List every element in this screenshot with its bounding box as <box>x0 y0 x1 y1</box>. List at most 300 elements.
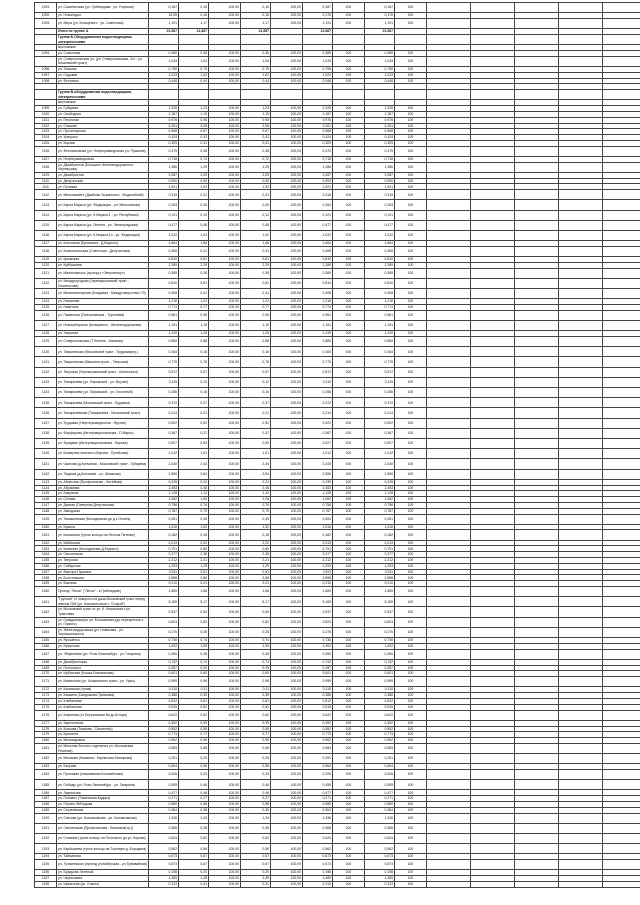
length-value: 1,489 <box>149 876 179 882</box>
length-value: 0,810 <box>303 257 333 263</box>
percent-value: 100 <box>333 200 365 210</box>
area-value: 0,12 <box>241 210 271 220</box>
length-value: 0,389 <box>303 268 333 278</box>
length-value: 1,012 <box>149 449 179 459</box>
empty-cell <box>515 398 559 408</box>
area-value: 1,02 <box>241 72 271 78</box>
area-value: 1,34 <box>179 813 209 823</box>
empty-cell <box>603 813 640 823</box>
length-value: 0,515 <box>303 704 333 710</box>
empty-cell <box>427 514 471 524</box>
empty-cell <box>471 743 515 753</box>
percent-value: 100,00 <box>271 299 303 305</box>
percent-value: 100,00 <box>209 665 241 671</box>
percent-value: 100 <box>333 581 365 587</box>
road-name: ул. Ковалева (от Березовская 8а до Шторы) <box>57 710 149 720</box>
length-value: 0,158 <box>303 388 333 398</box>
empty-cell <box>559 34 603 44</box>
percent-value: 100,00 <box>209 418 241 428</box>
length-value: 0,182 <box>303 530 333 540</box>
length-value: 0,673 <box>149 854 179 860</box>
table-row <box>35 18 640 28</box>
area-value: 0,52 <box>179 704 209 710</box>
percent-value: 100 <box>395 665 427 671</box>
percent-value: 100,00 <box>209 649 241 659</box>
percent-value: 100 <box>395 738 427 744</box>
length-value: 0,455 <box>303 780 333 790</box>
length-value: 0,424 <box>365 135 395 141</box>
percent-value: 100,00 <box>271 428 303 438</box>
area-value: 0,88 <box>179 337 209 347</box>
row-number: 1185 <box>35 780 57 790</box>
percent-value: 100,00 <box>209 246 241 256</box>
empty-cell <box>515 844 559 854</box>
row-number: 1119 <box>35 257 57 263</box>
length-value: 0,271 <box>365 796 395 802</box>
empty-cell <box>427 310 471 320</box>
area-value: 1,49 <box>241 876 271 882</box>
row-number: 1190 <box>35 813 57 823</box>
row-number: 1104 <box>35 135 57 141</box>
empty-cell <box>603 743 640 753</box>
percent-value: 100,00 <box>209 479 241 485</box>
percent-value: 100,00 <box>209 581 241 587</box>
area-value: 1,29 <box>179 563 209 569</box>
length-value: 2,440 <box>149 459 179 469</box>
length-value: 0,408 <box>365 246 395 256</box>
row-number: 1127 <box>35 321 57 331</box>
empty-cell <box>559 18 603 28</box>
empty-cell <box>515 459 559 469</box>
percent-value: 100 <box>395 299 427 305</box>
length-value: 0,477 <box>303 220 333 230</box>
row-number: 1173 <box>35 693 57 699</box>
length-value: 0,364 <box>149 807 179 813</box>
empty-cell <box>427 162 471 172</box>
area-value: 0,55 <box>179 726 209 732</box>
percent-value: 100 <box>333 552 365 558</box>
length-value: 0,367 <box>365 428 395 438</box>
length-value: 0,959 <box>149 677 179 687</box>
length-value: 0,451 <box>365 514 395 524</box>
area-value: 0,57 <box>241 367 271 377</box>
area-value: 0,39 <box>179 693 209 699</box>
empty-cell <box>603 231 640 241</box>
empty-cell <box>427 367 471 377</box>
percent-value: 100 <box>395 710 427 720</box>
percent-value: 100,00 <box>209 552 241 558</box>
area-value: 0,16 <box>179 13 209 19</box>
empty-cell <box>559 607 603 617</box>
length-value: 0,121 <box>365 210 395 220</box>
length-value: 0,271 <box>303 796 333 802</box>
area-value: 0,46 <box>241 780 271 790</box>
row-number: 1130 <box>35 347 57 357</box>
percent-value: 100 <box>333 807 365 813</box>
empty-cell <box>427 418 471 428</box>
percent-value: 100 <box>333 50 365 56</box>
percent-value: 100 <box>395 331 427 337</box>
empty-cell <box>515 190 559 200</box>
row-number: 1141 <box>35 459 57 469</box>
percent-value: 100,00 <box>271 438 303 448</box>
percent-value: 100 <box>333 3 365 13</box>
empty-cell <box>427 710 471 720</box>
length-value: 0,564 <box>365 764 395 770</box>
percent-value: 100 <box>333 813 365 823</box>
area-value: 0,58 <box>241 802 271 808</box>
length-value: 2,453 <box>149 485 179 491</box>
length-value: 0,787 <box>365 508 395 514</box>
road-name: ул. Мешкова (Кашкина - Кирпичная Баткирова) <box>57 754 149 764</box>
percent-value: 100,00 <box>271 844 303 854</box>
percent-value: 100 <box>395 508 427 514</box>
empty-cell <box>603 34 640 44</box>
empty-cell <box>471 438 515 448</box>
row-number: 1138 <box>35 428 57 438</box>
empty-cell <box>515 3 559 13</box>
length-value: 2,850 <box>303 469 333 479</box>
area-value: 0,96 <box>179 310 209 320</box>
area-value: 0,45 <box>241 514 271 524</box>
percent-value: 100,00 <box>271 790 303 796</box>
percent-value: 100 <box>333 617 365 627</box>
table-row <box>35 310 640 320</box>
empty-cell <box>603 823 640 833</box>
empty-cell <box>559 190 603 200</box>
percent-value: 100 <box>395 367 427 377</box>
road-name: ул. Московский тракт от ул. К. Ильинская к ул. Трактовая <box>57 607 149 617</box>
length-value: 0,511 <box>149 569 179 575</box>
percent-value: 100 <box>395 438 427 448</box>
empty-cell <box>515 210 559 220</box>
percent-value: 100 <box>333 738 365 744</box>
percent-value: 100,00 <box>209 796 241 802</box>
length-value: 0,389 <box>365 268 395 278</box>
row-number: 1113 <box>35 200 57 210</box>
length-value: 0,408 <box>365 289 395 299</box>
length-value: 0,408 <box>149 246 179 256</box>
empty-cell <box>603 398 640 408</box>
percent-value: 100,00 <box>271 408 303 418</box>
length-value: 2,377 <box>365 552 395 558</box>
area-value: 0,41 <box>241 289 271 299</box>
length-value: 0,756 <box>303 502 333 508</box>
road-name: ул. Чернышева <box>57 876 149 882</box>
row-number: 1099 <box>35 106 57 112</box>
percent-value: 100 <box>395 3 427 13</box>
percent-value: 100,00 <box>209 56 241 66</box>
length-value: 5,169 <box>149 597 179 607</box>
table-row <box>35 200 640 210</box>
road-name: ул. Каменская (ул. Кошкинского тракт - ул. Урал) <box>57 677 149 687</box>
percent-value: 100,00 <box>271 3 303 13</box>
percent-value: 100 <box>333 398 365 408</box>
length-value: 0,787 <box>303 508 333 514</box>
length-value: 1,022 <box>149 231 179 241</box>
area-value: 0,56 <box>241 844 271 854</box>
area-value: 0,52 <box>241 704 271 710</box>
row-number: 1167 <box>35 649 57 659</box>
area-value: 1,02 <box>179 72 209 78</box>
percent-value: 100,00 <box>209 698 241 704</box>
row-number: 1183 <box>35 764 57 770</box>
percent-value: 100 <box>333 479 365 485</box>
length-value: 1,489 <box>365 876 395 882</box>
area-value: 1,22 <box>241 299 271 305</box>
length-value: 0,962 <box>149 738 179 744</box>
area-value: 1,66 <box>241 587 271 597</box>
percent-value: 100 <box>333 337 365 347</box>
area-value: 0,37 <box>241 398 271 408</box>
percent-value: 100 <box>333 78 365 84</box>
percent-value: 100,00 <box>209 627 241 637</box>
length-value: 1,286 <box>303 162 333 172</box>
percent-value: 100,00 <box>271 796 303 802</box>
empty-cell <box>603 627 640 637</box>
area-value: 0,12 <box>179 210 209 220</box>
empty-cell <box>427 627 471 637</box>
empty-cell <box>515 649 559 659</box>
table-row <box>35 823 640 833</box>
empty-cell <box>559 449 603 459</box>
area-value: 0,27 <box>241 796 271 802</box>
percent-value: 100 <box>395 485 427 491</box>
row-number: 1188 <box>35 802 57 808</box>
area-value: 1,92 <box>179 184 209 190</box>
length-value: 0,552 <box>303 726 333 732</box>
percent-value: 100,00 <box>271 627 303 637</box>
empty-cell <box>603 649 640 659</box>
empty-cell <box>471 18 515 28</box>
length-value: 0,773 <box>303 732 333 738</box>
percent-value: 100,00 <box>271 140 303 146</box>
road-name: ул. Ставропольская ул. (ул. Ставропольская, 1ст - ул. Московский тракт) <box>57 56 149 66</box>
length-value: 2,858 <box>149 575 179 581</box>
empty-cell <box>515 246 559 256</box>
area-value: 0,21 <box>241 581 271 587</box>
empty-cell <box>427 231 471 241</box>
length-value: 0,408 <box>149 289 179 299</box>
length-value: 0,251 <box>365 754 395 764</box>
area-value: 2,29 <box>241 262 271 268</box>
length-value: 15,59 <box>149 13 179 19</box>
row-number: 1151 <box>35 530 57 540</box>
percent-value: 100 <box>333 497 365 503</box>
road-name: ул. Бредуова Зеленый <box>57 870 149 876</box>
empty-cell <box>427 607 471 617</box>
length-value: 0,176 <box>365 13 395 19</box>
length-value: 2,850 <box>365 469 395 479</box>
percent-value: 100 <box>395 813 427 823</box>
percent-value: 100 <box>333 172 365 178</box>
percent-value: 100,00 <box>209 575 241 581</box>
road-name: ул. Тимашевская (Молодежная до д.з Огонёк) <box>57 514 149 524</box>
percent-value: 100 <box>395 210 427 220</box>
area-value: 0,90 <box>241 178 271 184</box>
length-value: 0,239 <box>365 479 395 485</box>
length-value: 0,601 <box>365 671 395 677</box>
percent-value: 100 <box>333 546 365 552</box>
percent-value: 100,00 <box>209 135 241 141</box>
length-value: 0,326 <box>149 770 179 780</box>
row-number <box>35 34 57 44</box>
percent-value: 100 <box>395 704 427 710</box>
percent-value: 100,00 <box>271 377 303 387</box>
empty-cell <box>559 289 603 299</box>
length-value: 21,667 <box>149 29 179 35</box>
area-value: 2,44 <box>241 459 271 469</box>
percent-value: 100 <box>395 184 427 190</box>
percent-value: 100,00 <box>271 162 303 172</box>
empty-cell <box>427 754 471 764</box>
length-value: 0,668 <box>149 129 179 135</box>
percent-value: 100 <box>395 262 427 268</box>
empty-cell <box>427 210 471 220</box>
percent-value: 100,00 <box>271 485 303 491</box>
percent-value: 100 <box>395 698 427 704</box>
area-value: 0,20 <box>179 870 209 876</box>
percent-value: 100 <box>333 140 365 146</box>
length-value: 0,119 <box>303 377 333 387</box>
area-value: 1,29 <box>241 563 271 569</box>
area-value: 0,98 <box>179 117 209 123</box>
percent-value: 100,00 <box>271 72 303 78</box>
road-name: ул. Карбышева (тупое кольцо на Торговую д. Бородина) <box>57 844 149 854</box>
area-value: 0,31 <box>241 140 271 146</box>
empty-cell <box>559 347 603 357</box>
row-number: 1161 <box>35 597 57 607</box>
area-value: 0,16 <box>241 13 271 19</box>
length-value: 2,453 <box>303 485 333 491</box>
length-value: 1,226 <box>149 106 179 112</box>
percent-value: 100 <box>395 860 427 870</box>
road-name: ул. Полотского <box>57 665 149 671</box>
area-value: 0,39 <box>179 720 209 726</box>
empty-cell <box>471 388 515 398</box>
percent-value: 100,00 <box>209 459 241 469</box>
percent-value: 100 <box>333 823 365 833</box>
area-value: 0,62 <box>241 710 271 720</box>
percent-value: 100 <box>395 659 427 665</box>
length-value: 1,128 <box>149 491 179 497</box>
percent-value: 100 <box>333 540 365 546</box>
area-value: 0,12 <box>179 377 209 387</box>
length-value: 0,210 <box>365 581 395 587</box>
length-value: 2,013 <box>365 540 395 546</box>
percent-value: 100,00 <box>271 220 303 230</box>
length-value: 0,522 <box>149 418 179 428</box>
empty-cell <box>603 377 640 387</box>
area-value: 0,74 <box>179 637 209 643</box>
percent-value: 100,00 <box>271 738 303 744</box>
percent-value: 100 <box>395 146 427 156</box>
percent-value: 100 <box>333 13 365 19</box>
row-number: 1153 <box>35 546 57 552</box>
area-value: 0,74 <box>241 659 271 665</box>
empty-cell <box>559 459 603 469</box>
length-value: 0,364 <box>365 807 395 813</box>
percent-value: 100 <box>395 135 427 141</box>
percent-value: 100,00 <box>271 357 303 367</box>
road-name: ул. Полевая <box>57 184 149 190</box>
percent-value: 100 <box>333 796 365 802</box>
area-value: 1,23 <box>179 106 209 112</box>
empty-cell <box>603 388 640 398</box>
area-value: 0,38 <box>179 823 209 833</box>
empty-cell <box>427 449 471 459</box>
row-number: 1155 <box>35 558 57 564</box>
length-value: 0,900 <box>149 178 179 184</box>
percent-value: 100,00 <box>271 50 303 56</box>
empty-cell <box>471 597 515 607</box>
length-value: 1,022 <box>365 231 395 241</box>
percent-value: 100 <box>333 627 365 637</box>
table-row <box>35 146 640 156</box>
row-number: 1098 <box>35 78 57 84</box>
area-value: 0,45 <box>179 649 209 659</box>
percent-value: 100,00 <box>209 146 241 156</box>
percent-value: 100 <box>395 807 427 813</box>
length-value: 2,377 <box>303 552 333 558</box>
percent-value: 100,00 <box>271 643 303 649</box>
percent-value <box>333 34 365 44</box>
percent-value: 100 <box>333 231 365 241</box>
row-number: 1120 <box>35 262 57 268</box>
empty-cell <box>559 90 603 100</box>
percent-value: 100,00 <box>209 558 241 564</box>
percent-value <box>333 90 365 100</box>
length-value: 1,012 <box>365 449 395 459</box>
row-number: 1114 <box>35 210 57 220</box>
length-value: 2,061 <box>365 123 395 129</box>
percent-value: 100 <box>395 502 427 508</box>
road-name: ул. Вязовая <box>57 581 149 587</box>
row-number: 1197 <box>35 876 57 882</box>
area-value: 0,54 <box>241 607 271 617</box>
percent-value: 100 <box>333 754 365 764</box>
road-name: ул. Колкова (Тимкова - Сазоненко) <box>57 726 149 732</box>
road-name: ул. Кулагина <box>57 732 149 738</box>
empty-cell <box>559 337 603 347</box>
road-name: ул. Карла Маркса (ул. Федерации - ул. Мельничная) <box>57 200 149 210</box>
table-row <box>35 388 640 398</box>
percent-value: 100,00 <box>271 693 303 699</box>
percent-value: 100 <box>395 200 427 210</box>
row-number: 1177 <box>35 720 57 726</box>
length-value: 0,572 <box>149 367 179 377</box>
percent-value: 100,00 <box>271 575 303 581</box>
length-value: 0,718 <box>149 156 179 162</box>
percent-value: 100,00 <box>271 200 303 210</box>
length-value: 0,775 <box>303 357 333 367</box>
percent-value: 100 <box>395 449 427 459</box>
area-value: 0,44 <box>179 78 209 84</box>
empty-cell <box>603 449 640 459</box>
percent-value: 100,00 <box>271 807 303 813</box>
percent-value: 100,00 <box>271 540 303 546</box>
percent-value: 100 <box>333 802 365 808</box>
area-value: 2,86 <box>241 575 271 581</box>
road-name: ул. Таврская <box>57 331 149 337</box>
empty-cell <box>427 246 471 256</box>
area-value: 0,76 <box>241 502 271 508</box>
empty-cell <box>559 278 603 288</box>
road-name: ул. Героев Лейтодова <box>57 802 149 808</box>
length-value: 0,287 <box>365 665 395 671</box>
percent-value: 100 <box>395 162 427 172</box>
length-value: 0,787 <box>149 508 179 514</box>
